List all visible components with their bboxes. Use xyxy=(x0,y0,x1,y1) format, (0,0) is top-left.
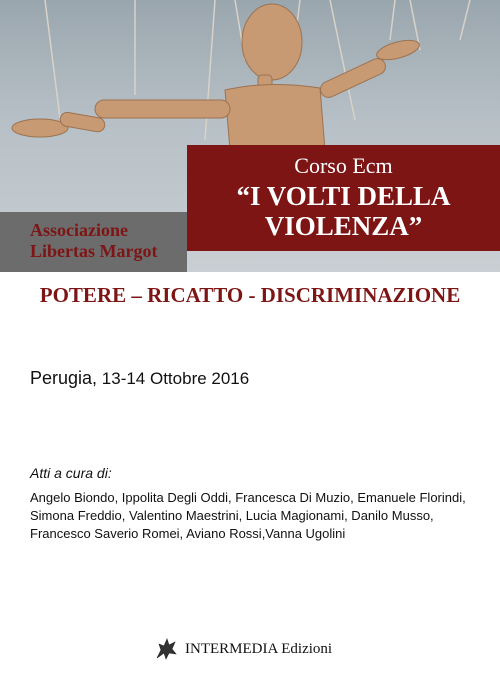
publisher-suffix: Edizioni xyxy=(281,640,333,657)
cover-image xyxy=(0,0,500,272)
editors-label: Atti a cura di: xyxy=(30,465,112,481)
association-line-1: Associazione xyxy=(30,220,128,240)
course-label: Corso Ecm xyxy=(294,153,393,178)
authors-line-3: Francesco Saverio Romei, Aviano Rossi,Vanna Ugolini xyxy=(30,526,346,541)
dates: 13-14 Ottobre 2016 xyxy=(101,369,250,388)
course-title-line-1: “I VOLTI DELLA xyxy=(236,181,451,211)
association-name xyxy=(30,220,157,262)
authors-line-2: Simona Freddio, Valentino Maestrini, Lucia Magionami, Danilo Musso, xyxy=(30,508,434,523)
association-box xyxy=(0,212,187,272)
subtitle: POTERE – RICATTO - DISCRIMINAZIONE xyxy=(39,283,461,307)
authors-line-1: Angelo Biondo, Ippolita Degli Oddi, Francesca Di Muzio, Emanuele Florindi, xyxy=(30,490,466,505)
publisher-name xyxy=(185,641,332,658)
association-line-2: Libertas Margot xyxy=(30,241,158,261)
place-and-date xyxy=(30,368,249,389)
publisher-brand: INTERMEDIA xyxy=(185,640,278,657)
publisher xyxy=(153,636,332,662)
course-title-box xyxy=(187,145,500,251)
griffin-logo-icon xyxy=(153,636,179,662)
course-title-line-2: VIOLENZA” xyxy=(264,211,423,241)
city: Perugia, xyxy=(30,368,98,388)
authors-list xyxy=(30,489,490,543)
